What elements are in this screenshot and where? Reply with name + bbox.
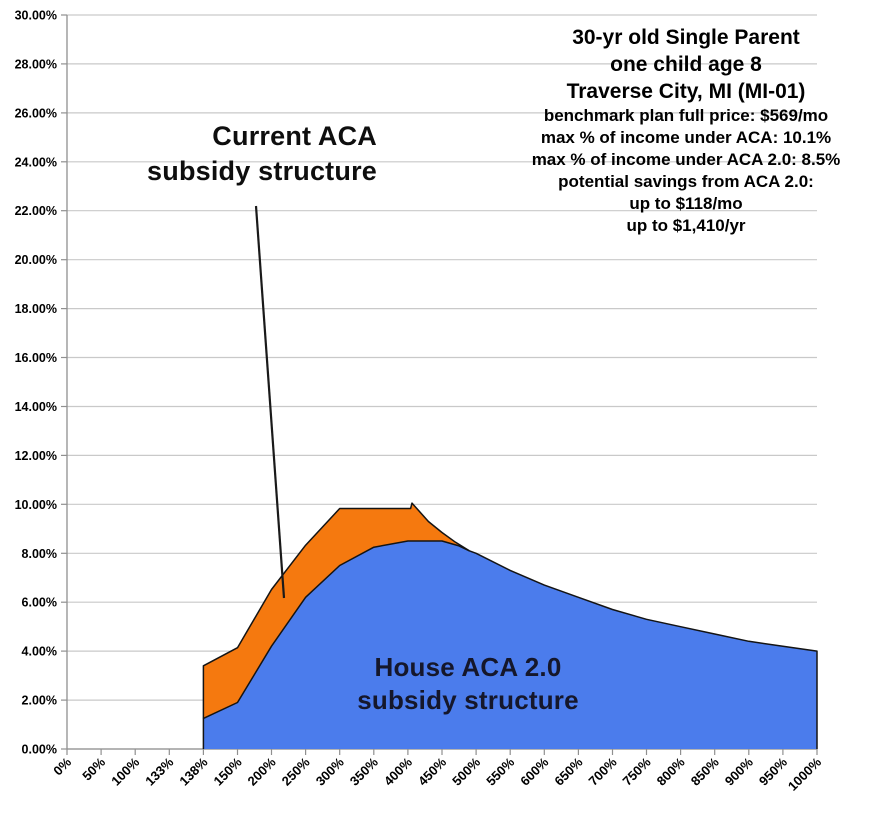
annotation-detail-line: max % of income under ACA 2.0: 8.5% [531, 150, 841, 169]
y-tick-label: 8.00% [21, 546, 57, 561]
x-tick-label: 400% [380, 754, 416, 789]
x-tick-label: 800% [653, 754, 688, 789]
x-tick-label: 133% [142, 754, 177, 789]
x-tick-label: 200% [244, 754, 279, 789]
x-tick-label: 100% [108, 754, 143, 789]
x-tick-label: 138% [176, 754, 211, 789]
x-tick-label: 750% [619, 754, 654, 789]
annotation-detail-line: up to $118/mo [629, 194, 743, 213]
y-tick-label: 4.00% [21, 644, 57, 659]
y-tick-label: 10.00% [14, 497, 57, 512]
x-tick-label: 850% [687, 754, 722, 789]
x-tick-label: 50% [79, 754, 109, 784]
annotation-detail-line: max % of income under ACA: 10.1% [540, 128, 832, 147]
y-tick-label: 12.00% [14, 448, 57, 463]
annotation-detail-line: up to $1,410/yr [626, 216, 746, 235]
y-tick-label: 2.00% [21, 693, 57, 708]
y-tick-label: 24.00% [14, 155, 57, 170]
y-tick-label: 18.00% [14, 302, 57, 317]
current-aca-label [77, 119, 377, 189]
y-tick-label: 0.00% [21, 742, 57, 757]
y-tick-label: 26.00% [14, 106, 57, 121]
annotation-title-line: one child age 8 [610, 53, 762, 76]
y-tick-label: 30.00% [14, 8, 57, 23]
y-tick-label: 14.00% [14, 400, 57, 414]
x-tick-label: 700% [585, 754, 620, 789]
x-tick-label: 950% [755, 754, 791, 789]
current-aca-label-line2: subsidy structure [147, 156, 377, 186]
x-tick-label: 1000% [784, 754, 825, 794]
x-tick-label: 250% [278, 754, 313, 789]
x-tick-label: 600% [517, 754, 552, 789]
x-tick-label: 450% [415, 754, 450, 789]
x-tick-label: 500% [449, 754, 484, 789]
annotation-title-line: Traverse City, MI (MI-01) [566, 80, 806, 103]
x-tick-label: 300% [312, 754, 347, 789]
x-tick-label: 150% [210, 754, 245, 789]
aca20-area-label-line2: subsidy structure [357, 685, 579, 715]
y-tick-label: 16.00% [14, 351, 57, 365]
callout-line [256, 206, 284, 598]
chart-annotation [503, 24, 869, 237]
y-tick-label: 28.00% [14, 57, 57, 72]
y-tick-label: 20.00% [14, 253, 57, 268]
x-tick-label: 350% [346, 754, 381, 789]
x-tick-label: 0% [50, 754, 75, 779]
x-tick-label: 650% [551, 754, 586, 789]
annotation-detail-line: potential savings from ACA 2.0: [558, 172, 814, 191]
y-tick-label: 6.00% [21, 595, 57, 610]
aca20-area-label-line1: House ACA 2.0 [374, 652, 562, 682]
current-aca-label-line1: Current ACA [212, 121, 377, 151]
annotation-detail-line: benchmark plan full price: $569/mo [543, 106, 829, 125]
y-tick-label: 22.00% [14, 204, 57, 219]
x-tick-label: 550% [483, 754, 518, 789]
x-tick-label: 900% [721, 754, 756, 789]
aca20-area-label [268, 651, 668, 717]
annotation-title-line: 30-yr old Single Parent [572, 26, 800, 49]
